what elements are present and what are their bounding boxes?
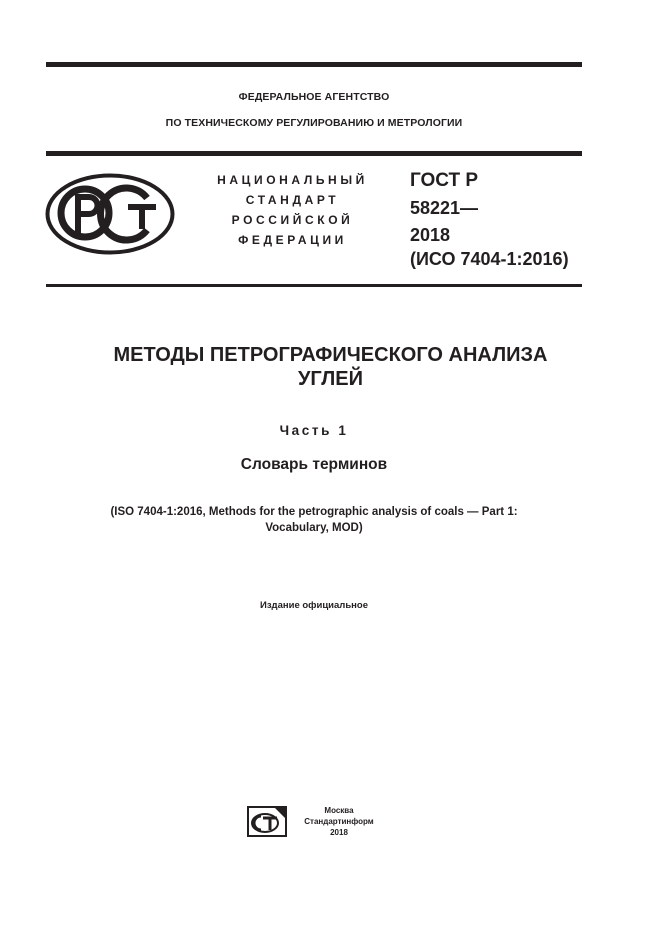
designation-line-1: ГОСТ Р — [410, 170, 479, 191]
middle-rule — [46, 151, 582, 156]
standard-type-line-2: СТАНДАРТ — [245, 193, 340, 207]
designation-line-4: (ИСО 7404-1:2016) — [410, 249, 569, 269]
publisher-city: Москва — [324, 806, 354, 815]
designation-line-2: 58221— — [410, 198, 479, 218]
agency-line-2: ПО ТЕХНИЧЕСКОМУ РЕГУЛИРОВАНИЮ И МЕТРОЛОГИИ — [165, 117, 463, 129]
edition-label: Издание официальное — [260, 600, 368, 611]
document-title-line-1: МЕТОДЫ ПЕТРОГРАФИЧЕСКОГО АНАЛИЗА — [113, 344, 548, 366]
rst-logo-icon — [45, 173, 175, 255]
iso-reference-line-1: (ISO 7404-1:2016, Methods for the petrographic analysis of coals — Part 1: — [110, 506, 518, 518]
standard-type-line-3: РОССИЙСКОЙ — [231, 213, 354, 227]
top-rule — [46, 62, 582, 67]
publisher-logo-icon — [247, 806, 287, 837]
document-subtitle: Словарь терминов — [240, 456, 388, 473]
agency-line-1: ФЕДЕРАЛЬНОЕ АГЕНТСТВО — [238, 91, 390, 103]
standard-type-line-4: ФЕДЕРАЦИИ — [238, 233, 347, 247]
designation-line-3: 2018 — [410, 225, 451, 245]
document-title-line-2: УГЛЕЙ — [297, 368, 364, 390]
part-number: Часть 1 — [279, 423, 349, 438]
iso-reference-line-2: Vocabulary, MOD) — [265, 522, 363, 534]
publisher-name: Стандартинформ — [304, 817, 374, 826]
bottom-rule — [46, 284, 582, 287]
standard-type-line-1: НАЦИОНАЛЬНЫЙ — [217, 173, 368, 187]
publisher-year: 2018 — [330, 828, 348, 837]
